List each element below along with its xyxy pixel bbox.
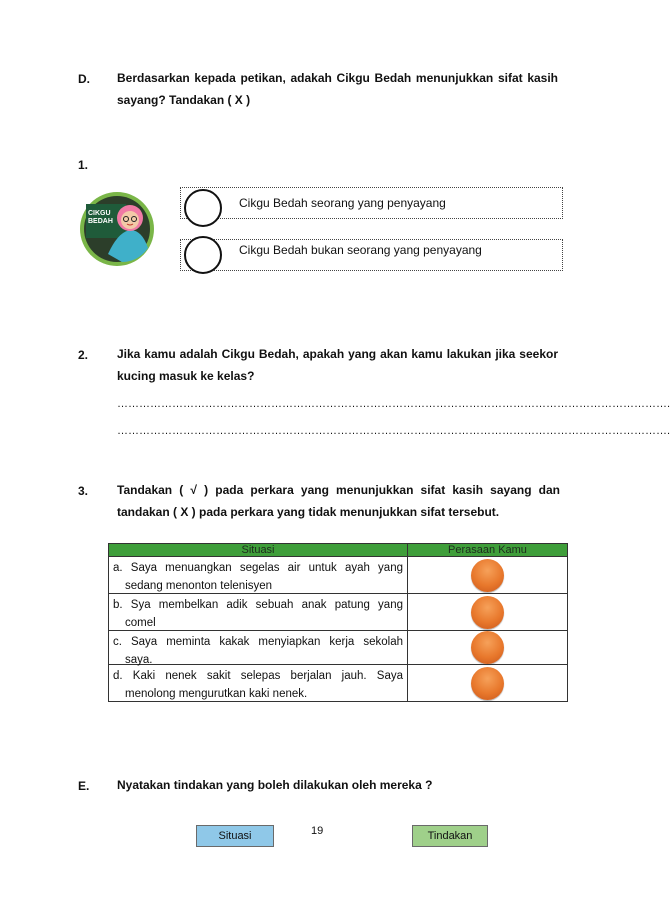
situasi-tag: Situasi [196,825,274,847]
row-b-line2: comel [125,617,156,629]
table-header-situasi: Situasi [109,544,408,557]
feeling-button-b[interactable] [471,596,504,629]
q2-answer-line2[interactable]: ……………………………………………………………………………………………………………………………………. [117,425,670,437]
section-d-question [117,67,558,111]
table-header-perasaan: Perasaan Kamu [408,544,568,557]
row-d-line2: menolong mengurutkan kaki nenek. [125,688,308,700]
q3-question-line1: Tandakan ( √ ) pada perkara yang menunjukkan sifat kasih sayang dan [117,483,560,497]
logo-text-line2: BEDAH [88,218,113,225]
table-row [109,594,568,631]
row-c-line2: saya. [125,654,153,666]
option1-checkbox[interactable] [184,189,222,227]
section-e-question: Nyatakan tindakan yang boleh dilakukan oleh mereka ? [117,778,433,792]
q2-answer-line1[interactable]: ……………………………………………………………………………………………………………………………………. [117,398,670,410]
cikgu-bedah-logo [78,190,156,268]
q3-question [117,479,560,523]
section-d-question-line2: sayang? Tandakan ( X ) [117,93,251,107]
row-a-line2: sedang menonton telenisyen [125,580,273,592]
section-d-letter: D. [78,72,90,86]
situation-table [108,543,568,702]
section-e-letter: E. [78,779,90,793]
feeling-button-c[interactable] [471,631,504,664]
feeling-button-a[interactable] [471,559,504,592]
page-number: 19 [311,825,324,837]
option1-text: Cikgu Bedah seorang yang penyayang [239,196,446,210]
row-b-line1: b. Sya membelkan adik sebuah anak patung yang [113,599,403,611]
feeling-button-d[interactable] [471,667,504,700]
section-d-question-line1: Berdasarkan kepada petikan, adakah Cikgu Bedah menunjukkan sifat kasih [117,71,558,85]
q1-number: 1. [78,158,89,172]
table-row [109,665,568,702]
q3-question-line2: tandakan ( X ) pada perkara yang tidak menunjukkan sifat tersebut. [117,505,500,519]
table-row [109,557,568,594]
q2-question-line2: kucing masuk ke kelas? [117,369,255,383]
q2-question-line1: Jika kamu adalah Cikgu Bedah, apakah yang akan kamu lakukan jika seekor [117,347,558,361]
logo-text-line1: CIKGU [88,210,111,217]
q2-question [117,343,558,387]
row-a-line1: a. Saya menuangkan segelas air untuk ayah yang [113,562,403,574]
q3-number: 3. [78,484,89,498]
row-c-line1: c. Saya meminta kakak menyiapkan kerja sekolah [113,636,403,648]
row-d-line1: d. Kaki nenek sakit selepas berjalan jauh. Saya [113,670,403,682]
option2-checkbox[interactable] [184,236,222,274]
option2-text: Cikgu Bedah bukan seorang yang penyayang [239,243,482,257]
tindakan-tag: Tindakan [412,825,488,847]
q2-number: 2. [78,348,89,362]
table-row [109,631,568,665]
